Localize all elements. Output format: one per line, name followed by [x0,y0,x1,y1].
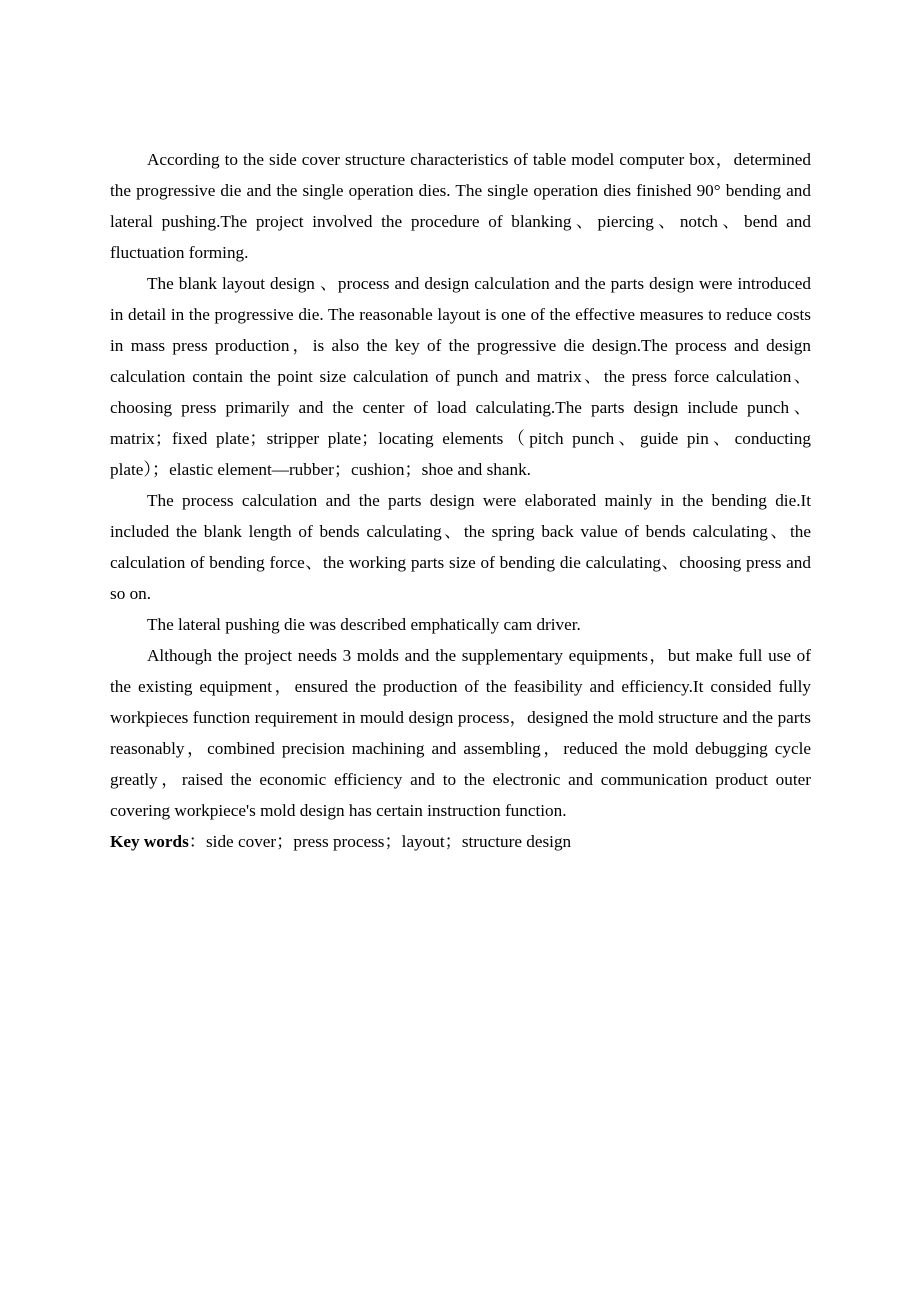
abstract-body [110,144,811,857]
abstract-paragraph-4: The lateral pushing die was described emphatically cam driver. [147,615,581,634]
abstract-paragraph-5: Although the project needs 3 molds and the supplementary equipments，but make full use of the existing equipment，ensured the production of the feasibility and efficiency.It consided fully workpieces function requirement in mould design process，designed the mold structure and the parts reasonably，combined precision machining and assembling，reduced the mold debugging cycle greatly，raised the economic efficiency and to the electronic and communication product outer covering workpiece's mold design has certain instruction function. [110,646,811,820]
keywords-label: Key words [110,832,189,851]
abstract-paragraph-1: According to the side cover structure characteristics of table model computer box，determined the progressive die and the single operation dies. The single operation dies finished 90° bending and lateral pushing.The project involved the procedure of blanking、piercing、notch、bend and fluctuation forming. [110,150,811,262]
keywords-separator: ： [188,832,206,851]
abstract-paragraph-2: The blank layout design 、process and design calculation and the parts design were introduced in detail in the progressive die. The reasonable layout is one of the effective measures to reduce costs in mass press production，is also the key of the progressive die design.The process and design calculation contain the point size calculation of punch and matrix、the press force calculation、choosing press primarily and the center of load calculating.The parts design include punch、matrix；fixed plate；stripper plate；locating elements（pitch punch、guide pin、conducting plate）；elastic element—rubber；cushion；shoe and shank. [110,274,811,479]
keywords-list: side cover；press process；layout；structure design [205,832,572,851]
abstract-paragraph-3: The process calculation and the parts design were elaborated mainly in the bending die.It included the blank length of bends calculating、the spring back value of bends calculating、the calculation of bending force、the working parts size of bending die calculating、choosing press and so on. [110,491,811,603]
keywords-line [110,826,811,857]
